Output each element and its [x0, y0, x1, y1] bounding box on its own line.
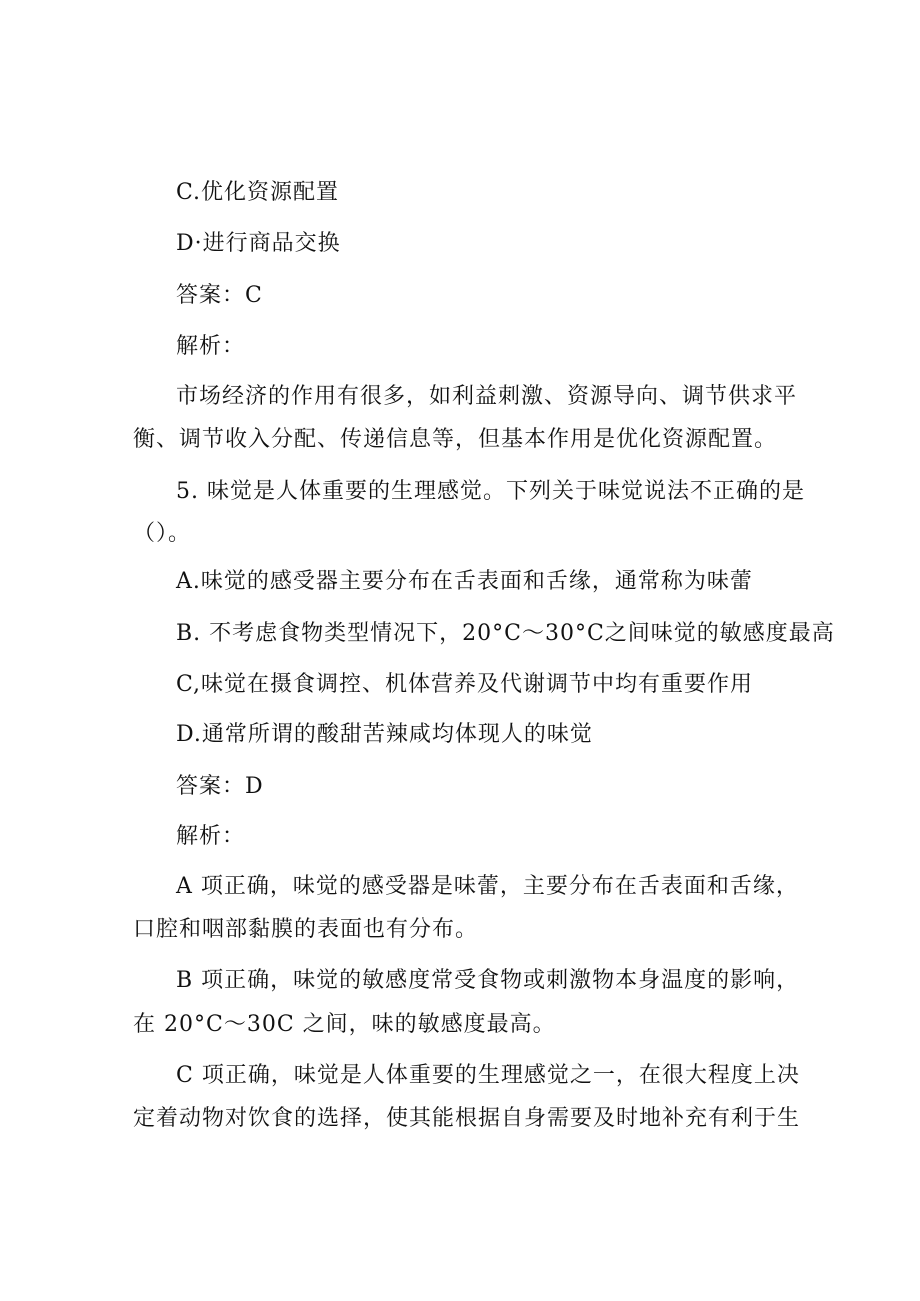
- prev-option-c: C.优化资源配置: [176, 180, 340, 205]
- q5-answer: 答案：D: [176, 774, 264, 799]
- q5-option-c: C,味觉在摄食调控、机体营养及代谢调节中均有重要作用: [176, 672, 754, 697]
- q5-analysis-a-line-1: A 项正确，味觉的感受器是味蕾，主要分布在舌表面和舌缘，: [176, 874, 799, 899]
- q5-analysis-label: 解析：: [176, 824, 246, 849]
- q5-option-a: A.味觉的感受器主要分布在舌表面和舌缘，通常称为味蕾: [176, 569, 753, 594]
- q5-option-b: B. 不考虑食物类型情况下，20°C～30°C之间味觉的敏感度最高: [176, 621, 835, 646]
- q5-stem-line-2: （）。: [133, 521, 192, 546]
- q5-analysis-a-line-2: 口腔和咽部黏膜的表面也有分布。: [133, 917, 479, 942]
- q5-analysis-c-line-2: 定着动物对饮食的选择，使其能根据自身需要及时地补充有利于生: [133, 1106, 801, 1131]
- prev-analysis-line-2: 衡、调节收入分配、传递信息等，但基本作用是优化资源配置。: [133, 427, 778, 452]
- prev-answer: 答案：C: [176, 283, 263, 308]
- q5-stem-line-1: 5. 味觉是人体重要的生理感觉。下列关于味觉说法不正确的是: [176, 479, 805, 504]
- q5-analysis-b-line-1: B 项正确，味觉的敏感度常受食物或刺激物本身温度的影响，: [176, 968, 800, 993]
- prev-analysis-label: 解析：: [176, 334, 246, 359]
- q5-option-d: D.通常所谓的酸甜苦辣咸均体现人的味觉: [176, 722, 593, 747]
- q5-analysis-c-line-1: C 项正确，味觉是人体重要的生理感觉之一，在很大程度上决: [176, 1063, 800, 1088]
- prev-analysis-line-1: 市场经济的作用有很多，如利益刺激、资源导向、调节供求平: [176, 384, 798, 409]
- prev-option-d: D·进行商品交换: [176, 231, 341, 256]
- q5-analysis-b-line-2: 在 20°C～30C 之间，味的敏感度最高。: [133, 1012, 556, 1037]
